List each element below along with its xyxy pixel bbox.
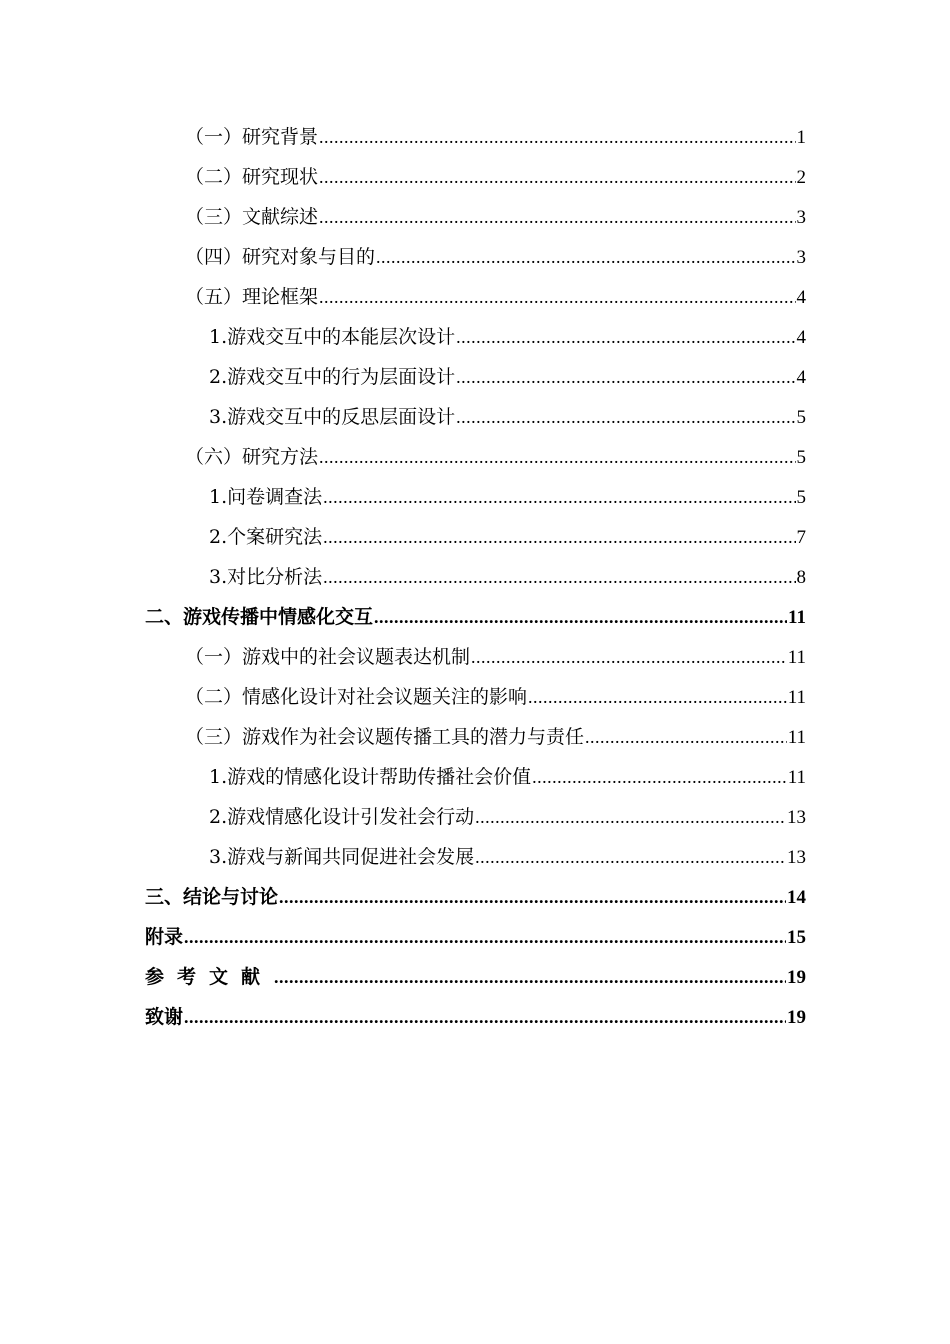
toc-page-number: 3 bbox=[796, 247, 806, 268]
toc-dot-leader bbox=[184, 917, 786, 957]
toc-entry[interactable] bbox=[145, 237, 806, 277]
toc-entry[interactable] bbox=[145, 597, 806, 637]
toc-page-number: 11 bbox=[788, 607, 806, 628]
toc-dot-leader bbox=[374, 597, 787, 637]
toc-entry-title: 三、结论与讨论 bbox=[145, 886, 279, 908]
toc-page-number: 4 bbox=[796, 287, 806, 308]
toc-dot-leader bbox=[376, 237, 795, 277]
toc-entry-title: 二、游戏传播中情感化交互 bbox=[145, 606, 374, 628]
toc-entry[interactable] bbox=[145, 797, 806, 837]
toc-dot-leader bbox=[274, 957, 786, 997]
toc-entry-title: （五）理论框架 bbox=[185, 286, 319, 308]
toc-dot-leader bbox=[323, 557, 795, 597]
toc-entry[interactable] bbox=[145, 117, 806, 157]
toc-dot-leader bbox=[456, 397, 795, 437]
toc-page-number: 2 bbox=[796, 167, 806, 188]
toc-page-number: 15 bbox=[787, 927, 806, 948]
toc-entry[interactable] bbox=[145, 437, 806, 477]
toc-page-number: 19 bbox=[787, 1007, 806, 1028]
toc-entry-title: （二）情感化设计对社会议题关注的影响 bbox=[185, 686, 528, 708]
toc-page-number: 11 bbox=[787, 687, 806, 708]
toc-entry[interactable] bbox=[145, 357, 806, 397]
toc-entry-title: 参考文献 bbox=[145, 966, 274, 988]
toc-entry-title: （二）研究现状 bbox=[185, 166, 319, 188]
toc-page-number: 11 bbox=[787, 727, 806, 748]
toc-entry[interactable] bbox=[145, 917, 806, 957]
toc-page-number: 13 bbox=[787, 807, 806, 828]
toc-entry[interactable] bbox=[145, 757, 806, 797]
toc-page-number: 5 bbox=[796, 407, 806, 428]
toc-page-number: 13 bbox=[787, 847, 806, 868]
toc-dot-leader bbox=[323, 517, 795, 557]
toc-entry[interactable] bbox=[145, 397, 806, 437]
toc-entry[interactable] bbox=[145, 877, 806, 917]
toc-entry-title: （四）研究对象与目的 bbox=[185, 246, 376, 268]
toc-dot-leader bbox=[528, 677, 787, 717]
toc-entry[interactable] bbox=[145, 717, 806, 757]
toc-entry[interactable] bbox=[145, 517, 806, 557]
toc-entry-title: （六）研究方法 bbox=[185, 446, 319, 468]
toc-entry-title: （一）研究背景 bbox=[185, 126, 319, 148]
toc-entry[interactable] bbox=[145, 677, 806, 717]
toc-entry-title: 致谢 bbox=[145, 1006, 184, 1028]
toc-page-number: 5 bbox=[796, 447, 806, 468]
toc-entry[interactable] bbox=[145, 557, 806, 597]
toc-dot-leader bbox=[319, 117, 795, 157]
toc-entry[interactable] bbox=[145, 277, 806, 317]
toc-dot-leader bbox=[319, 197, 795, 237]
toc-entry[interactable] bbox=[145, 837, 806, 877]
toc-entry[interactable] bbox=[145, 197, 806, 237]
toc-entry-title: 2.游戏情感化设计引发社会行动 bbox=[209, 806, 475, 828]
toc-entry-title: （一）游戏中的社会议题表达机制 bbox=[185, 646, 471, 668]
toc-entry[interactable] bbox=[145, 317, 806, 357]
toc-dot-leader bbox=[471, 637, 787, 677]
toc-entry-title: 1.问卷调查法 bbox=[209, 486, 323, 508]
toc-page-number: 3 bbox=[796, 207, 806, 228]
toc-entry[interactable] bbox=[145, 637, 806, 677]
toc-page-number: 5 bbox=[796, 487, 806, 508]
toc-entry-title: 3.游戏交互中的反思层面设计 bbox=[209, 406, 456, 428]
toc-entry[interactable] bbox=[145, 477, 806, 517]
toc-page-number: 11 bbox=[787, 647, 806, 668]
toc-dot-leader bbox=[532, 757, 787, 797]
toc-page-number: 4 bbox=[796, 327, 806, 348]
toc-entry-title: 1.游戏交互中的本能层次设计 bbox=[209, 326, 456, 348]
toc-page-number: 7 bbox=[796, 527, 806, 548]
toc-entry[interactable] bbox=[145, 957, 806, 997]
table-of-contents bbox=[145, 117, 806, 1037]
toc-entry-title: 1.游戏的情感化设计帮助传播社会价值 bbox=[209, 766, 532, 788]
toc-entry[interactable] bbox=[145, 157, 806, 197]
toc-entry-title: （三）游戏作为社会议题传播工具的潜力与责任 bbox=[185, 726, 585, 748]
toc-entry[interactable] bbox=[145, 997, 806, 1037]
toc-entry-title: 2.游戏交互中的行为层面设计 bbox=[209, 366, 456, 388]
toc-entry-title: 3.游戏与新闻共同促进社会发展 bbox=[209, 846, 475, 868]
toc-page-number: 8 bbox=[796, 567, 806, 588]
toc-dot-leader bbox=[319, 157, 795, 197]
toc-dot-leader bbox=[323, 477, 795, 517]
toc-dot-leader bbox=[279, 877, 786, 917]
toc-dot-leader bbox=[475, 797, 786, 837]
toc-dot-leader bbox=[184, 997, 786, 1037]
toc-entry-title: 2.个案研究法 bbox=[209, 526, 323, 548]
toc-page-number: 1 bbox=[796, 127, 806, 148]
toc-entry-title: （三）文献综述 bbox=[185, 206, 319, 228]
toc-dot-leader bbox=[456, 317, 795, 357]
toc-page-number: 4 bbox=[796, 367, 806, 388]
toc-page-number: 14 bbox=[787, 887, 806, 908]
toc-entry-title: 附录 bbox=[145, 926, 184, 948]
toc-dot-leader bbox=[475, 837, 786, 877]
toc-page-number: 11 bbox=[787, 767, 806, 788]
toc-page-number: 19 bbox=[787, 967, 806, 988]
toc-dot-leader bbox=[585, 717, 787, 757]
toc-dot-leader bbox=[319, 277, 795, 317]
toc-dot-leader bbox=[456, 357, 795, 397]
toc-entry-title: 3.对比分析法 bbox=[209, 566, 323, 588]
toc-dot-leader bbox=[319, 437, 795, 477]
